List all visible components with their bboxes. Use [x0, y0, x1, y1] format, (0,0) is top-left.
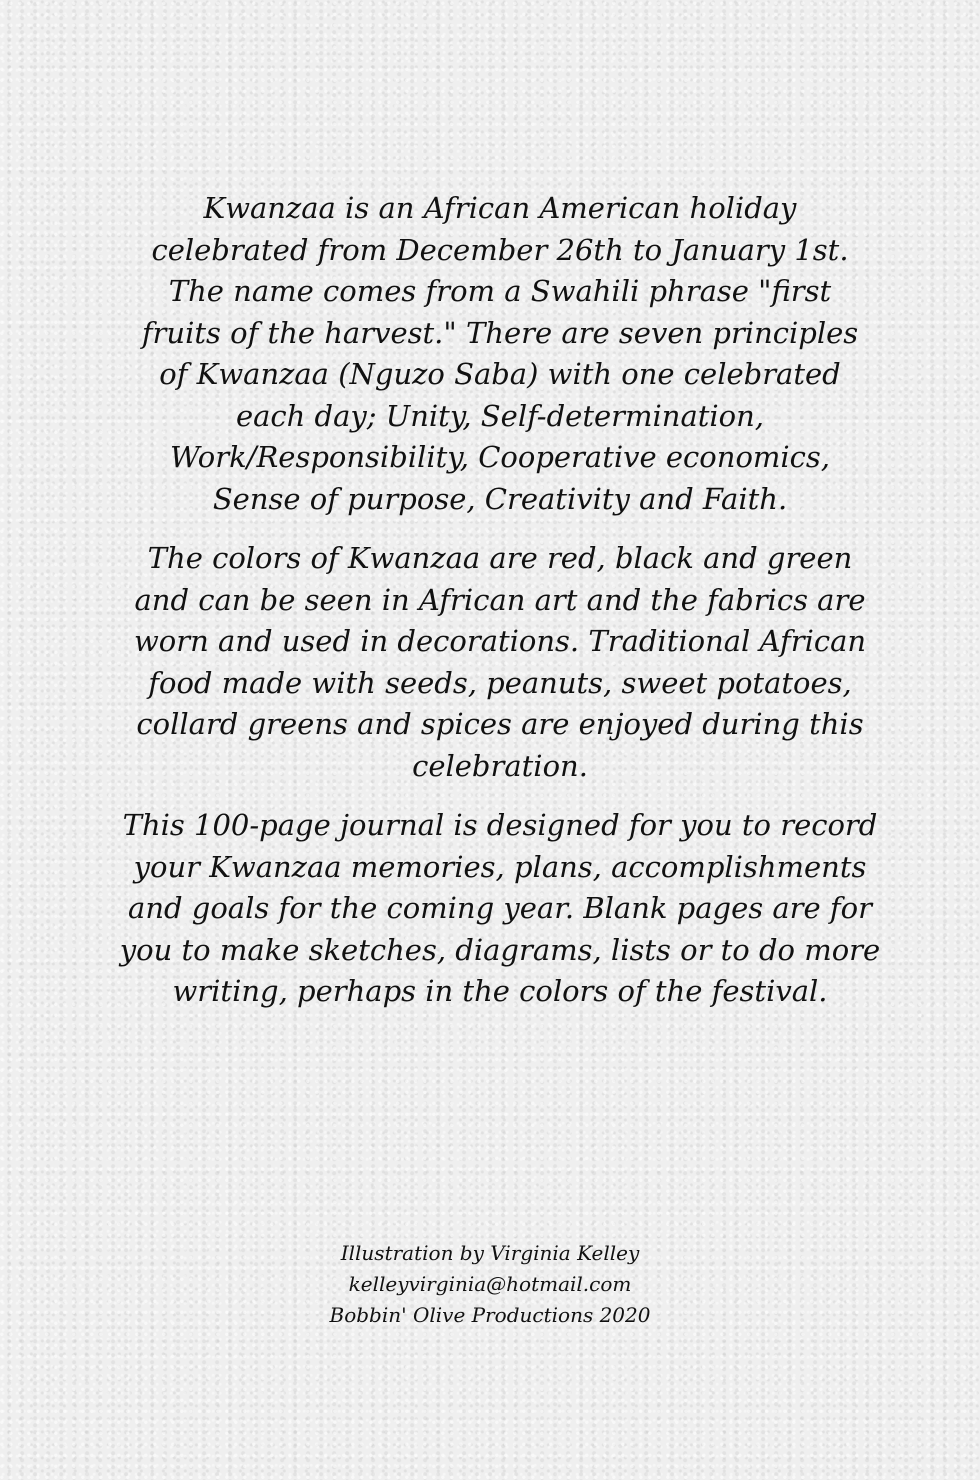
- illustration-credit: Illustration by Virginia Kelley: [340, 1241, 640, 1265]
- paragraph-kwanzaa-colors: The colors of Kwanzaa are red, black and green and can be seen in African art and the fabrics are worn and used in decorations. Traditional African food made with seeds, peanuts, sweet potatoes, collard greens and spices are enjoyed during this celebration.: [133, 541, 867, 783]
- intro-text: [119, 188, 881, 1031]
- contact-email: kelleyvirginia@hotmail.com: [348, 1272, 632, 1296]
- credits-block: [240, 1238, 740, 1331]
- paragraph-journal-purpose: This 100-page journal is designed for you to record your Kwanzaa memories, plans, accomplishments and goals for the coming year. Blank pages are for you to make sketches, diagrams, lists or to do more writing, perhaps in the colors of the festival.: [119, 808, 881, 1008]
- paragraph-kwanzaa-history: Kwanzaa is an African American holiday celebrated from December 26th to January 1st. The name comes from a Swahili phrase "first fruits of the harvest." There are seven principles of Kwanzaa (Nguzo Saba) with one celebrated each day; Unity, Self-determination, Work/Responsibility, Cooperative economics, Sense of purpose, Creativity and Faith.: [141, 191, 859, 516]
- publisher-credit: Bobbin' Olive Productions 2020: [329, 1303, 651, 1327]
